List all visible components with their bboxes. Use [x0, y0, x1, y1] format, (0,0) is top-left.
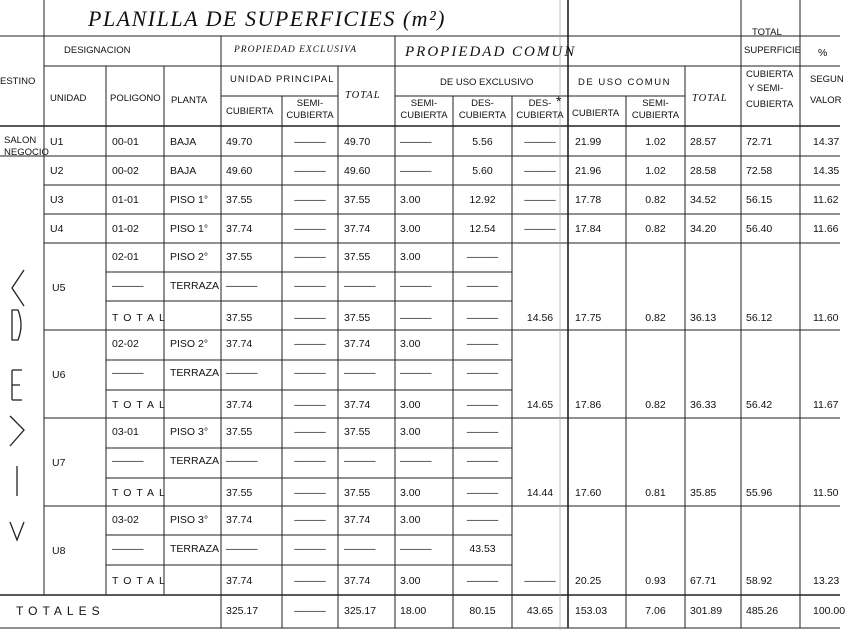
cell-uc-semi: 0.82: [645, 194, 666, 206]
cell-uc-cub: 17.86: [575, 399, 602, 411]
cell-uc-total: 34.52: [690, 194, 717, 206]
cell-uc-semi: 0.82: [645, 399, 666, 411]
cell-ue-semi: 3.00: [400, 575, 421, 587]
cell-ue-semi: 3.00: [400, 514, 421, 526]
cell-semi: ———: [294, 487, 326, 499]
header-ue-des: DES-: [471, 98, 494, 109]
cell-uc-semi: 0.81: [645, 487, 666, 499]
cell-ue-semi: 3.00: [400, 251, 421, 263]
header-uso-comun: DE USO COMUN: [578, 77, 671, 88]
cell-ue-semi: 18.00: [400, 605, 427, 617]
header-poligono: POLIGONO: [110, 93, 161, 104]
cell-cub: 37.55: [226, 251, 253, 263]
cell-poligono: 01-01: [112, 194, 139, 206]
header-designacion: DESIGNACION: [64, 45, 131, 56]
cell-total: 37.74: [344, 575, 371, 587]
cell-unidad: U1: [50, 136, 64, 148]
cell-total: 37.55: [344, 251, 371, 263]
destino-salon: SALON: [4, 135, 37, 146]
cell-total: ———: [344, 280, 376, 292]
cell-planta: PISO 1°: [170, 223, 209, 235]
cell-ue-des2: 14.44: [526, 487, 554, 499]
cell-sup: 56.40: [746, 223, 773, 235]
cell-ue-des: 12.92: [469, 194, 496, 206]
cell-semi: ———: [294, 399, 326, 411]
cell-uc-semi: 0.82: [645, 312, 666, 324]
cell-ue-des2: ———: [524, 165, 556, 177]
cell-planta: PISO 2°: [170, 251, 209, 263]
cell-ue-des: ———: [466, 280, 499, 292]
cell-ue-des: ———: [466, 251, 499, 263]
cell-uc-semi: 1.02: [645, 136, 666, 148]
cell-uc-total: 36.13: [690, 312, 717, 324]
cell-semi: ———: [294, 165, 326, 177]
cell-pct: 100.00: [813, 605, 845, 617]
cell-cub: 325.17: [226, 605, 259, 617]
header-total-superficie-1: TOTAL: [752, 27, 782, 38]
cell-uc-cub: 17.60: [575, 487, 602, 499]
cell-semi: ———: [294, 251, 326, 263]
cell-ue-des2: ———: [524, 223, 556, 235]
header-propiedad-exclusiva: PROPIEDAD EXCLUSIVA: [234, 45, 358, 55]
cell-cub: 37.74: [226, 514, 253, 526]
header-ue-des2: DES-: [528, 98, 552, 109]
header-uso-exclusivo: DE USO EXCLUSIVO: [440, 77, 534, 88]
cell-semi: ———: [294, 455, 326, 467]
cell-ue-des: ———: [466, 426, 499, 438]
cell-unidad: U2: [50, 165, 64, 177]
header-uc-semi-cubierta: CUBIERTA: [631, 110, 680, 121]
cell-ue-des2: 14.65: [526, 399, 554, 411]
cell-unidad: U3: [50, 194, 64, 206]
cell-pct: 14.37: [813, 136, 840, 148]
cell-cub: 37.55: [226, 194, 253, 206]
cell-planta: PISO 1°: [170, 194, 209, 206]
cell-total: 37.74: [344, 223, 371, 235]
cell-cub: 49.70: [226, 136, 253, 148]
cell-cub: 49.60: [226, 165, 253, 177]
cell-planta: PISO 3°: [170, 426, 209, 438]
page-title: PLANILLA DE SUPERFICIES (m²): [88, 6, 446, 31]
cell-uc-cub: 17.75: [575, 312, 602, 324]
cell-cub: 37.74: [226, 338, 253, 350]
cell-poligono: 02-02: [112, 338, 139, 350]
header-uc-cubierta: CUBIERTA: [572, 108, 620, 119]
cell-ue-semi: ———: [400, 312, 432, 324]
cell-planta: TERRAZA: [170, 543, 220, 555]
header-ue-des2-cubierta: CUBIERTA: [516, 110, 564, 121]
header-cubierta: CUBIERTA: [226, 106, 274, 117]
cell-poligono: ———: [112, 543, 144, 555]
cell-cub: 37.55: [226, 426, 253, 438]
header-valor: VALOR: [810, 95, 842, 106]
cell-poligono: 02-01: [112, 251, 139, 263]
group-total-label: TOTAL: [112, 487, 170, 499]
cell-ue-semi: 3.00: [400, 223, 421, 235]
cell-ue-des: 5.60: [472, 165, 493, 177]
cell-planta: TERRAZA: [170, 455, 220, 467]
cell-total: 325.17: [344, 605, 377, 617]
cell-semi: ———: [294, 280, 326, 292]
cell-ue-des: ———: [466, 514, 499, 526]
header-cub-semi-2: Y SEMI-: [748, 83, 784, 94]
cell-pct: 11.66: [813, 223, 839, 235]
header-uc-semi: SEMI-: [642, 98, 669, 109]
header-unidad-principal: UNIDAD PRINCIPAL: [230, 74, 335, 85]
cell-ue-des: ———: [466, 338, 499, 350]
group-total-label: TOTAL: [112, 399, 170, 411]
cell-sup: 56.12: [746, 312, 773, 324]
cell-cub: ———: [226, 455, 258, 467]
cell-pct: 11.50: [813, 487, 839, 499]
cell-unidad: U8: [52, 545, 66, 557]
cell-uc-cub: 21.96: [575, 165, 602, 177]
cell-semi: ———: [294, 514, 326, 526]
header-cub-semi-3: CUBIERTA: [746, 99, 794, 110]
cell-total: ———: [344, 367, 376, 379]
header-destino: ESTINO: [0, 76, 36, 87]
cell-sup: 56.15: [746, 194, 773, 206]
cell-cub: 37.55: [226, 487, 253, 499]
cell-ue-semi: 3.00: [400, 194, 421, 206]
cell-total: 37.55: [344, 426, 371, 438]
cell-ue-des2: ———: [524, 194, 556, 206]
header-ue-des-cubierta: CUBIERTA: [458, 110, 507, 121]
header-ue-semi: SEMI-: [410, 98, 438, 109]
cell-uc-total: 36.33: [690, 399, 717, 411]
cell-ue-des: 43.53: [469, 543, 496, 555]
cell-ue-semi: ———: [400, 165, 432, 177]
header-propiedad-comun: PROPIEDAD COMUN: [405, 44, 577, 60]
cell-unidad: U7: [52, 457, 66, 469]
cell-sup: 72.58: [746, 165, 773, 177]
cell-ue-semi: 3.00: [400, 338, 421, 350]
cell-semi: ———: [294, 367, 326, 379]
header-total-superficie-2: SUPERFICIE: [744, 45, 802, 56]
cell-cub: ———: [226, 280, 258, 292]
cell-uc-total: 301.89: [690, 605, 723, 617]
cell-poligono: 00-01: [112, 136, 139, 148]
cell-uc-semi: 1.02: [645, 165, 666, 177]
cell-planta: BAJA: [170, 136, 197, 148]
cell-poligono: ———: [112, 367, 144, 379]
cell-ue-des: 12.54: [469, 223, 496, 235]
cell-total: 49.60: [344, 165, 371, 177]
cell-total: 37.74: [344, 514, 371, 526]
totales-label: TOTALES: [16, 604, 105, 618]
header-uc-total: TOTAL: [692, 93, 728, 104]
cell-pct: 14.35: [813, 165, 840, 177]
cell-total: ———: [344, 543, 376, 555]
cell-poligono: 01-02: [112, 223, 139, 235]
cell-unidad: U6: [52, 369, 66, 381]
cell-total: 37.55: [344, 194, 371, 206]
cell-sup: 56.42: [746, 399, 773, 411]
cell-ue-semi: 3.00: [400, 426, 421, 438]
cell-uc-total: 28.58: [690, 165, 717, 177]
cell-uc-cub: 20.25: [575, 575, 602, 587]
cell-total: 49.70: [344, 136, 371, 148]
cell-unidad: U4: [50, 223, 64, 235]
cell-uc-semi: 7.06: [645, 605, 666, 617]
cell-ue-des: ———: [466, 487, 499, 499]
cell-semi: ———: [294, 543, 326, 555]
cell-ue-des2: ———: [524, 136, 556, 148]
asterisk-mark: *: [556, 93, 562, 109]
cell-ue-des: ———: [466, 399, 499, 411]
group-total-label: TOTAL: [112, 575, 170, 587]
cell-cub: 37.74: [226, 399, 253, 411]
cell-ue-des2: 14.56: [526, 312, 554, 324]
cell-ue-semi: 3.00: [400, 399, 421, 411]
cell-semi: ———: [294, 426, 326, 438]
cell-pct: 13.23: [813, 575, 840, 587]
destino-vivienda: [0, 250, 34, 540]
cell-ue-semi: 3.00: [400, 487, 421, 499]
cell-ue-des2: ———: [524, 575, 556, 587]
cell-ue-des: ———: [466, 455, 499, 467]
cell-ue-des: ———: [466, 367, 499, 379]
header-cub-semi-1: CUBIERTA: [746, 69, 794, 80]
cell-pct: 11.60: [813, 312, 839, 324]
cell-uc-cub: 17.78: [575, 194, 602, 206]
cell-cub: 37.55: [226, 312, 253, 324]
cell-semi: ———: [294, 575, 326, 587]
cell-poligono: ———: [112, 280, 144, 292]
cell-uc-total: 28.57: [690, 136, 717, 148]
group-total-label: TOTAL: [112, 312, 170, 324]
destino-negocio: NEGOCIO: [4, 147, 49, 158]
cell-uc-cub: 17.84: [575, 223, 602, 235]
cell-pct: 11.67: [813, 399, 839, 411]
header-segun: SEGUN: [810, 74, 844, 85]
header-semi: SEMI-: [296, 98, 324, 109]
header-unidad: UNIDAD: [50, 93, 87, 104]
header-total-exclusiva: TOTAL: [345, 90, 381, 101]
cell-uc-total: 67.71: [690, 575, 717, 587]
cell-cub: 37.74: [226, 223, 253, 235]
cell-ue-des: 5.56: [472, 136, 493, 148]
header-pct: %: [818, 47, 828, 59]
cell-ue-semi: ———: [400, 543, 432, 555]
cell-planta: PISO 3°: [170, 514, 209, 526]
cell-cub: ———: [226, 367, 258, 379]
cell-pct: 11.62: [813, 194, 839, 206]
cell-poligono: 00-02: [112, 165, 139, 177]
cell-poligono: 03-01: [112, 426, 139, 438]
cell-planta: PISO 2°: [170, 338, 209, 350]
cell-poligono: ———: [112, 455, 144, 467]
cell-semi: ———: [294, 136, 326, 148]
cell-planta: BAJA: [170, 165, 197, 177]
cell-total: ———: [344, 455, 376, 467]
cell-planta: TERRAZA: [170, 280, 220, 292]
cell-total: 37.74: [344, 338, 371, 350]
cell-ue-semi: ———: [400, 455, 432, 467]
cell-total: 37.74: [344, 399, 371, 411]
cell-uc-cub: 21.99: [575, 136, 602, 148]
cell-cub: 37.74: [226, 575, 253, 587]
cell-semi: ———: [294, 338, 326, 350]
header-planta: PLANTA: [171, 95, 208, 106]
cell-uc-total: 35.85: [690, 487, 717, 499]
cell-semi: ———: [294, 223, 326, 235]
header-ue-semi-cubierta: CUBIERTA: [400, 110, 448, 121]
cell-planta: TERRAZA: [170, 367, 220, 379]
cell-ue-semi: ———: [400, 136, 432, 148]
cell-ue-des: ———: [466, 575, 499, 587]
cell-uc-cub: 153.03: [575, 605, 608, 617]
cell-semi: ———: [294, 194, 326, 206]
cell-unidad: U5: [52, 282, 66, 294]
cell-total: 37.55: [344, 312, 371, 324]
cell-ue-semi: ———: [400, 367, 432, 379]
cell-sup: 55.96: [746, 487, 773, 499]
cell-total: 37.55: [344, 487, 371, 499]
cell-sup: 58.92: [746, 575, 773, 587]
cell-uc-semi: 0.82: [645, 223, 666, 235]
cell-sup: 485.26: [746, 605, 779, 617]
cell-cub: ———: [226, 543, 258, 555]
cell-ue-des2: 43.65: [526, 605, 554, 617]
cell-uc-semi: 0.93: [645, 575, 666, 587]
cell-ue-semi: ———: [400, 280, 432, 292]
cell-poligono: 03-02: [112, 514, 139, 526]
header-semi-cubierta: CUBIERTA: [286, 110, 334, 121]
cell-uc-total: 34.20: [690, 223, 717, 235]
cell-ue-des: ———: [466, 312, 499, 324]
cell-semi: ———: [294, 312, 326, 324]
cell-semi: ———: [294, 605, 326, 617]
cell-sup: 72.71: [746, 136, 773, 148]
cell-ue-des: 80.15: [469, 605, 496, 617]
